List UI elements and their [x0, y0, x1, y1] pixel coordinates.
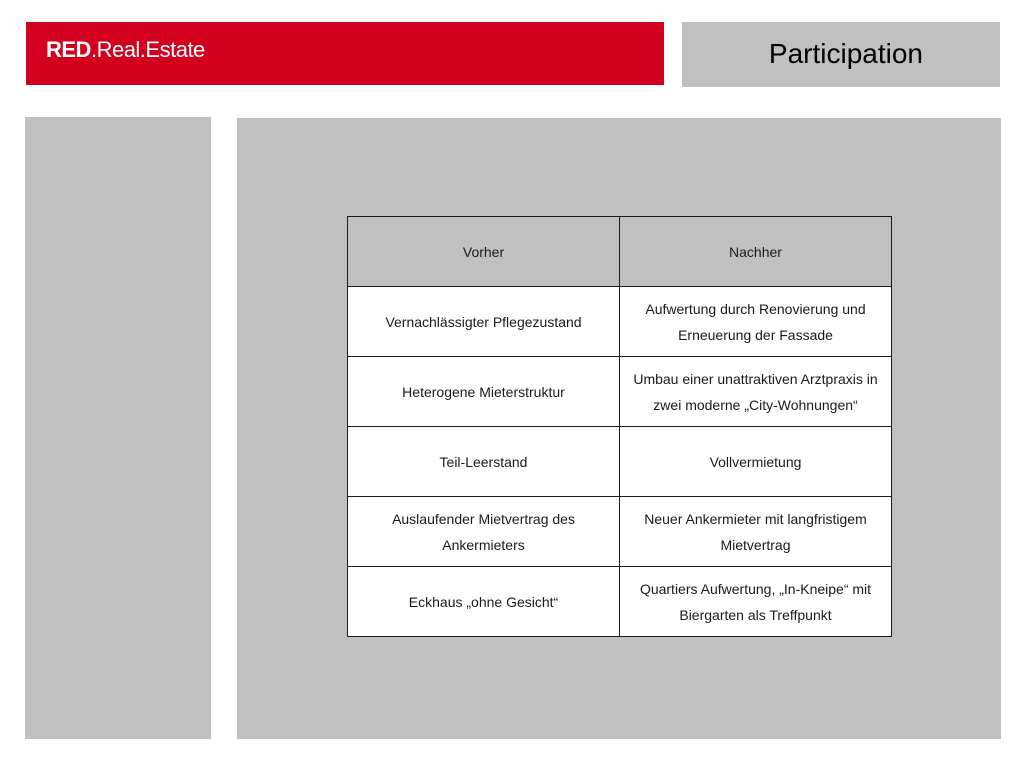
brand-logo [46, 37, 205, 63]
table-header-row [348, 217, 892, 287]
cell-nachher: Neuer Ankermieter mit langfristigem Mietvertrag [620, 497, 892, 567]
cell-nachher: Umbau einer unattraktiven Arztpraxis in zwei moderne „City-Wohnungen“ [620, 357, 892, 427]
cell-nachher: Quartiers Aufwertung, „In-Kneipe“ mit Biergarten als Treffpunkt [620, 567, 892, 637]
cell-nachher: Vollvermietung [620, 427, 892, 497]
cell-vorher: Vernachlässigter Pflegezustand [348, 287, 620, 357]
table-row [348, 497, 892, 567]
table-row [348, 427, 892, 497]
page-title: Participation [768, 38, 923, 69]
brand-logo-rest: .Real.Estate [90, 37, 205, 62]
cell-vorher: Heterogene Mieterstruktur [348, 357, 620, 427]
brand-banner [26, 22, 664, 85]
cell-vorher: Eckhaus „ohne Gesicht“ [348, 567, 620, 637]
title-box [682, 22, 1000, 87]
left-panel [25, 117, 211, 739]
main-panel [237, 118, 1001, 739]
cell-vorher: Auslaufender Mietvertrag des Ankermieters [348, 497, 620, 567]
table-row [348, 567, 892, 637]
header-nachher: Nachher [620, 217, 892, 287]
cell-vorher: Teil-Leerstand [348, 427, 620, 497]
comparison-table [347, 216, 892, 637]
table-row [348, 357, 892, 427]
table-row [348, 287, 892, 357]
header-vorher: Vorher [348, 217, 620, 287]
brand-logo-bold: RED [46, 37, 91, 62]
cell-nachher: Aufwertung durch Renovierung und Erneuerung der Fassade [620, 287, 892, 357]
